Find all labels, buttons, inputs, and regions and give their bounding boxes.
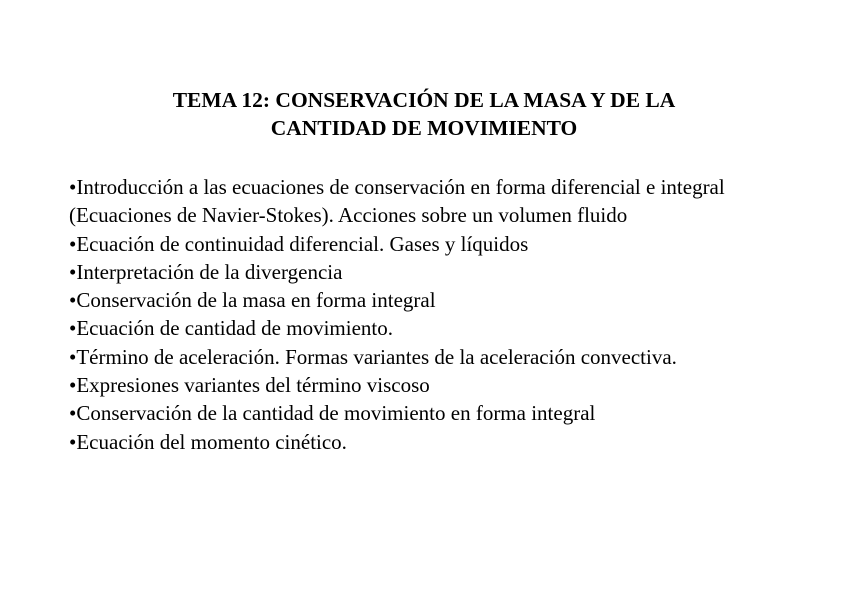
list-item: [69, 230, 774, 258]
list-item: [69, 173, 774, 230]
list-item-text: Ecuación de cantidad de movimiento.: [76, 316, 393, 341]
bullet-icon: •: [69, 175, 77, 199]
list-item: [69, 343, 774, 371]
list-item: [69, 314, 774, 342]
list-item-text: Conservación de la cantidad de movimiento en forma integral: [76, 401, 596, 426]
list-item-text: Introducción a las ecuaciones de conservación en forma diferencial e integral (Ecuaciones de Navier-Stokes). Acciones sobre un volumen fluido: [69, 175, 725, 228]
list-item: [69, 286, 774, 314]
bullet-icon: •: [69, 373, 77, 398]
list-item: [69, 258, 774, 286]
list-item-text: Expresiones variantes del término viscoso: [76, 373, 430, 398]
page-title: [0, 86, 848, 142]
bullet-icon: •: [69, 316, 77, 341]
bullet-icon: •: [69, 344, 77, 369]
list-item-text: Interpretación de la divergencia: [76, 259, 343, 284]
list-item-text: Término de aceleración. Formas variantes de la aceleración convectiva.: [76, 344, 677, 369]
bullet-icon: •: [69, 231, 77, 256]
list-item: [69, 428, 774, 456]
bullet-icon: •: [69, 429, 77, 454]
list-item-text: Ecuación del momento cinético.: [76, 429, 347, 454]
list-item-text: Ecuación de continuidad diferencial. Gases y líquidos: [76, 231, 529, 256]
bullet-icon: •: [69, 288, 77, 313]
list-item: [69, 399, 774, 427]
list-item: [69, 371, 774, 399]
title-line-1: TEMA 12: CONSERVACIÓN DE LA MASA Y DE LA: [172, 88, 676, 112]
title-line-2: CANTIDAD DE MOVIMIENTO: [270, 116, 578, 140]
list-item-text: Conservación de la masa en forma integral: [76, 288, 436, 313]
bullet-icon: •: [69, 401, 77, 426]
topic-list: [69, 173, 774, 456]
bullet-icon: •: [69, 259, 77, 284]
